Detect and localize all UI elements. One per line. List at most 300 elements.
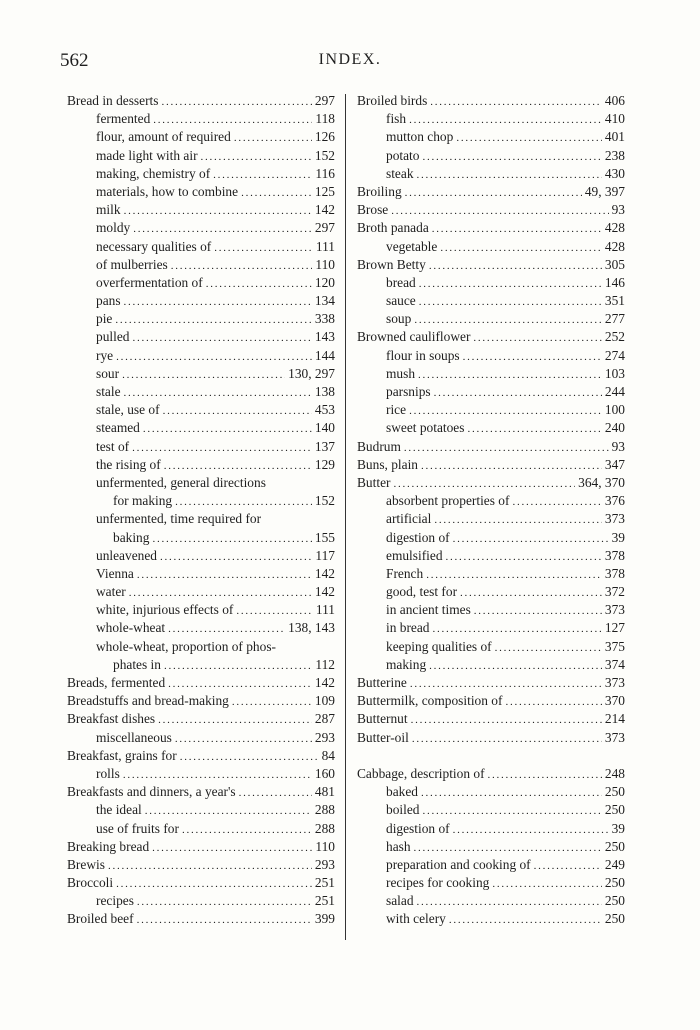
index-entry [67, 92, 335, 110]
dot-leader [512, 492, 601, 510]
dot-leader [137, 892, 312, 910]
dot-leader [429, 256, 602, 274]
entry-pages: 152 [314, 147, 335, 163]
dot-leader [430, 92, 602, 110]
index-entry [357, 619, 625, 637]
entry-pages: 110 [315, 256, 335, 272]
dot-leader [164, 456, 312, 474]
index-entry [67, 874, 335, 892]
index-entry [67, 492, 335, 510]
index-entry [67, 292, 335, 310]
dot-leader [405, 183, 582, 201]
entry-term: Broiled birds [357, 93, 428, 108]
entry-term: Butternut [357, 711, 408, 727]
entry-term: in ancient times [386, 602, 471, 618]
entry-term: Broccoli [67, 875, 114, 891]
dot-leader [453, 529, 609, 547]
entry-term: stale, use of [96, 402, 160, 418]
index-entry [67, 238, 335, 256]
entry-term: Broiled beef [67, 911, 134, 927]
dot-leader [453, 820, 609, 838]
index-entry [357, 820, 625, 838]
index-entry [67, 383, 335, 401]
dot-leader [412, 729, 602, 747]
index-entry [67, 619, 335, 637]
dot-leader [409, 110, 602, 128]
dot-leader [143, 419, 312, 437]
index-entry [67, 438, 335, 456]
entry-term: use of fruits for [96, 820, 179, 836]
entry-term: pulled [96, 329, 130, 345]
index-entry [357, 838, 625, 856]
entry-pages: 39 [611, 529, 625, 545]
dot-leader [446, 547, 602, 565]
dot-leader [495, 638, 602, 656]
entry-term: in bread [386, 620, 430, 636]
index-entry [67, 529, 335, 547]
index-entry [357, 419, 625, 437]
index-entry [357, 347, 625, 365]
index-entry [67, 838, 335, 856]
entry-pages: 375 [604, 638, 625, 654]
entry-term: Butterine [357, 675, 407, 690]
entry-term: white, injurious effects of [96, 602, 234, 618]
dot-leader [417, 892, 602, 910]
dot-leader [163, 401, 312, 419]
entry-term: baking [113, 529, 150, 545]
index-entry [67, 892, 335, 910]
dot-leader [158, 710, 312, 728]
index-entry [67, 183, 335, 201]
entry-pages: 134 [314, 293, 335, 309]
entry-term: artificial [386, 511, 432, 527]
entry-pages: 250 [604, 784, 625, 800]
index-entry [67, 820, 335, 838]
dot-leader [108, 856, 312, 874]
dot-leader [145, 801, 312, 819]
entry-term: emulsified [386, 547, 443, 563]
entry-term: Bread in desserts [67, 93, 159, 108]
entry-pages: 84 [321, 747, 335, 763]
entry-term: absorbent properties of [386, 493, 510, 509]
index-column-right [357, 92, 625, 929]
entry-pages: 146 [604, 274, 625, 290]
entry-term: salad [386, 893, 414, 909]
dot-leader [433, 619, 602, 637]
dot-leader [153, 110, 312, 128]
entry-term: Buttermilk, composition of [357, 693, 503, 709]
page-number: 562 [60, 50, 89, 71]
entry-pages: 287 [314, 711, 335, 727]
entry-pages: 160 [314, 765, 335, 781]
dot-leader [129, 583, 312, 601]
entry-pages: 152 [314, 493, 335, 509]
entry-term: Buns, plain [357, 456, 419, 472]
entry-pages: 293 [314, 856, 335, 872]
index-entry [357, 310, 625, 328]
index-entry [67, 601, 335, 619]
entry-pages: 111 [315, 602, 335, 618]
entry-term: steamed [96, 420, 140, 436]
entry-term: hash [386, 838, 411, 854]
entry-term: Breakfast dishes [67, 711, 156, 727]
index-entry [357, 456, 625, 474]
entry-term: made light with air [96, 147, 198, 163]
index-entry [357, 892, 625, 910]
dot-leader [460, 583, 602, 601]
entry-pages: 127 [604, 620, 625, 636]
entry-pages: 430 [604, 165, 625, 181]
entry-term: with celery [386, 911, 446, 927]
entry-term: rice [386, 402, 407, 418]
entry-term: recipes [96, 893, 134, 909]
entry-pages: 130, 297 [288, 365, 335, 381]
dot-leader [122, 365, 285, 383]
dot-leader [213, 165, 312, 183]
entry-term: water [96, 584, 126, 600]
dot-leader [492, 874, 602, 892]
dot-leader [133, 219, 312, 237]
entry-term: potato [386, 147, 420, 163]
index-entry [67, 310, 335, 328]
index-entry [67, 274, 335, 292]
index-entry [357, 328, 625, 346]
entry-pages: 155 [314, 529, 335, 545]
index-entry [67, 219, 335, 237]
entry-term: baked [386, 784, 418, 800]
dot-leader [115, 310, 312, 328]
entry-term: unleavened [96, 547, 157, 563]
entry-pages: 129 [314, 456, 335, 472]
entry-pages: 401 [604, 129, 625, 145]
entry-pages: 250 [604, 875, 625, 891]
entry-term: Cabbage, description of [357, 765, 485, 781]
index-entry [67, 801, 335, 819]
index-entry [357, 692, 625, 710]
dot-leader [171, 256, 313, 274]
entry-term: phates in [113, 656, 161, 672]
entry-pages: 288 [314, 820, 335, 836]
index-entry [357, 910, 625, 928]
dot-leader [417, 165, 602, 183]
index-entry [67, 201, 335, 219]
entry-pages: 297 [314, 93, 335, 108]
entry-pages: 428 [604, 238, 625, 254]
dot-leader [432, 219, 602, 237]
index-entry [67, 638, 335, 656]
entry-term: good, test for [386, 584, 458, 600]
entry-pages: 142 [314, 202, 335, 218]
dot-leader [124, 201, 312, 219]
index-entry [357, 201, 625, 219]
entry-term: materials, how to combine [96, 183, 239, 199]
entry-pages: 347 [604, 456, 625, 472]
entry-pages: 137 [314, 438, 335, 454]
entry-pages: 305 [604, 256, 625, 272]
entry-term: sour [96, 365, 120, 381]
entry-pages: 248 [604, 765, 625, 781]
entry-pages: 138 [314, 384, 335, 399]
dot-leader [236, 601, 313, 619]
dot-leader [463, 347, 602, 365]
entry-pages: 112 [315, 656, 335, 672]
dot-leader [419, 274, 602, 292]
entry-pages: 373 [604, 602, 625, 618]
index-entry [357, 801, 625, 819]
dot-leader [182, 820, 312, 838]
entry-term: Brewis [67, 856, 105, 872]
dot-leader [241, 183, 312, 201]
index-entry [67, 565, 335, 583]
entry-pages: 39 [611, 820, 625, 836]
dot-leader [124, 383, 312, 401]
dot-leader [422, 801, 601, 819]
index-entry [357, 147, 625, 165]
index-entry [67, 547, 335, 565]
entry-term: steak [386, 165, 414, 181]
index-entry [357, 656, 625, 674]
index-entry [67, 765, 335, 783]
entry-term: unfermented, general directions [96, 474, 266, 490]
index-entry [357, 183, 625, 201]
entry-term: Breakfast, grains for [67, 747, 177, 763]
index-column-left [67, 92, 335, 929]
entry-pages: 138, 143 [288, 620, 335, 636]
index-entry [67, 910, 335, 928]
entry-term: keeping qualities of [386, 638, 492, 654]
dot-leader [409, 401, 602, 419]
entry-term: test of [96, 438, 130, 454]
entry-pages: 140 [314, 420, 335, 436]
index-entry [357, 292, 625, 310]
index-entry [67, 583, 335, 601]
entry-term: for making [113, 493, 173, 509]
entry-term: digestion of [386, 820, 450, 836]
running-head: INDEX. [318, 51, 382, 68]
entry-pages: 293 [314, 729, 335, 745]
entry-term: bread [386, 274, 416, 290]
index-entry [357, 565, 625, 583]
entry-term: rye [96, 347, 114, 363]
entry-pages: 250 [604, 802, 625, 818]
entry-term: flour in soups [386, 347, 460, 363]
dot-leader [116, 347, 312, 365]
dot-leader [180, 747, 319, 765]
dot-leader [434, 510, 602, 528]
entry-term: boiled [386, 802, 420, 818]
entry-term: pie [96, 311, 113, 327]
entry-term: vegetable [386, 238, 438, 254]
entry-pages: 297 [314, 220, 335, 236]
entry-pages: 406 [604, 93, 625, 108]
entry-pages: 453 [314, 402, 335, 418]
entry-pages: 250 [604, 911, 625, 927]
entry-term: overfermentation of [96, 274, 203, 290]
dot-leader [168, 674, 312, 692]
index-entry [67, 656, 335, 674]
entry-pages: 118 [315, 111, 335, 127]
index-entry [357, 128, 625, 146]
index-entry [67, 856, 335, 874]
entry-pages: 410 [604, 111, 625, 127]
index-entry [357, 110, 625, 128]
entry-pages: 244 [604, 384, 625, 399]
dot-leader [132, 438, 312, 456]
entry-pages: 373 [604, 675, 625, 690]
dot-leader [411, 710, 602, 728]
index-entry [67, 747, 335, 765]
entry-pages: 111 [315, 238, 335, 254]
entry-pages: 103 [604, 365, 625, 381]
entry-term: recipes for cooking [386, 875, 490, 891]
index-entry [357, 529, 625, 547]
entry-pages: 251 [314, 875, 335, 891]
dot-leader [234, 128, 312, 146]
entry-term: miscellaneous [96, 729, 172, 745]
index-entry [357, 601, 625, 619]
entry-term: whole-wheat, proportion of phos- [96, 638, 276, 654]
entry-term: Breadstuffs and bread-making [67, 693, 229, 709]
dot-leader [410, 674, 602, 692]
dot-leader [421, 456, 602, 474]
entry-term: Brown Betty [357, 256, 426, 272]
index-entry [357, 92, 625, 110]
entry-term: soup [386, 311, 412, 327]
index-entry [67, 256, 335, 274]
entry-pages: 250 [604, 838, 625, 854]
dot-leader [137, 910, 312, 928]
entry-pages: 249 [604, 856, 625, 872]
index-entry [357, 492, 625, 510]
entry-term: parsnips [386, 384, 431, 399]
entry-term: digestion of [386, 529, 450, 545]
dot-leader [201, 147, 312, 165]
entry-term: Broiling [357, 183, 402, 199]
entry-pages: 93 [611, 202, 625, 218]
index-entry [357, 238, 625, 256]
index-entry [357, 219, 625, 237]
dot-leader [175, 492, 312, 510]
index-entry [67, 474, 335, 492]
entry-pages: 125 [314, 183, 335, 199]
dot-leader [152, 838, 312, 856]
index-entry [357, 747, 625, 765]
entry-term: Brose [357, 202, 389, 218]
entry-pages: 274 [604, 347, 625, 363]
entry-pages: 214 [604, 711, 625, 727]
index-entry [67, 365, 335, 383]
entry-pages: 250 [604, 893, 625, 909]
dot-leader [421, 783, 602, 801]
dot-leader [467, 419, 601, 437]
index-entry [357, 874, 625, 892]
dot-leader [404, 438, 609, 456]
dot-leader [175, 729, 312, 747]
dot-leader [116, 874, 312, 892]
entry-term: Broth panada [357, 220, 429, 236]
dot-leader [434, 383, 602, 401]
index-entry [357, 547, 625, 565]
dot-leader [426, 565, 602, 583]
entry-term: preparation and cooking of [386, 856, 531, 872]
entry-pages: 120 [314, 274, 335, 290]
entry-term: making [386, 656, 427, 672]
entry-pages: 142 [314, 584, 335, 600]
entry-pages: 100 [604, 402, 625, 418]
entry-pages: 372 [604, 584, 625, 600]
entry-term: rolls [96, 765, 120, 781]
index-entry [357, 583, 625, 601]
entry-term: Breads, fermented [67, 675, 166, 690]
dot-leader [473, 328, 601, 346]
index-entry [357, 438, 625, 456]
index-entry [357, 383, 625, 401]
index-entry [67, 729, 335, 747]
entry-pages: 109 [314, 693, 335, 709]
entry-pages: 481 [314, 784, 335, 800]
index-entry [357, 674, 625, 692]
entry-term: fermented [96, 111, 151, 127]
entry-pages: 374 [604, 656, 625, 672]
index-entry [357, 510, 625, 528]
dot-leader [429, 656, 602, 674]
dot-leader [419, 292, 602, 310]
entry-pages: 338 [314, 311, 335, 327]
index-entry [67, 674, 335, 692]
entry-term: milk [96, 202, 121, 218]
entry-pages: 142 [314, 565, 335, 581]
index-entry [357, 474, 625, 492]
dot-leader [474, 601, 602, 619]
index-entry [67, 456, 335, 474]
dot-leader [456, 128, 602, 146]
entry-pages: 143 [314, 329, 335, 345]
dot-leader [440, 238, 602, 256]
entry-term: sauce [386, 293, 416, 309]
index-entry [67, 510, 335, 528]
index-entry [357, 365, 625, 383]
entry-term: necessary qualities of [96, 238, 212, 254]
index-entry [357, 783, 625, 801]
entry-term: whole-wheat [96, 620, 166, 636]
index-entry [357, 165, 625, 183]
dot-leader [123, 765, 312, 783]
dot-leader [124, 292, 312, 310]
entry-term: Butter-oil [357, 729, 409, 745]
entry-term: the ideal [96, 802, 142, 818]
index-entry [357, 638, 625, 656]
dot-leader [239, 783, 312, 801]
entry-term: Budrum [357, 438, 401, 454]
entry-term: fish [386, 111, 407, 127]
entry-term: pans [96, 293, 121, 309]
dot-leader [137, 565, 312, 583]
dot-leader [164, 656, 312, 674]
entry-pages: 288 [314, 802, 335, 818]
entry-term: mush [386, 365, 416, 381]
entry-pages: 376 [604, 493, 625, 509]
dot-leader [214, 238, 313, 256]
dot-leader [488, 765, 602, 783]
dot-leader [160, 547, 312, 565]
dot-leader [393, 474, 575, 492]
entry-pages: 49, 397 [584, 183, 625, 199]
entry-pages: 373 [604, 511, 625, 527]
entry-term: Vienna [96, 565, 134, 581]
entry-term: Browned cauliflower [357, 329, 471, 345]
entry-pages: 428 [604, 220, 625, 236]
entry-pages: 240 [604, 420, 625, 436]
